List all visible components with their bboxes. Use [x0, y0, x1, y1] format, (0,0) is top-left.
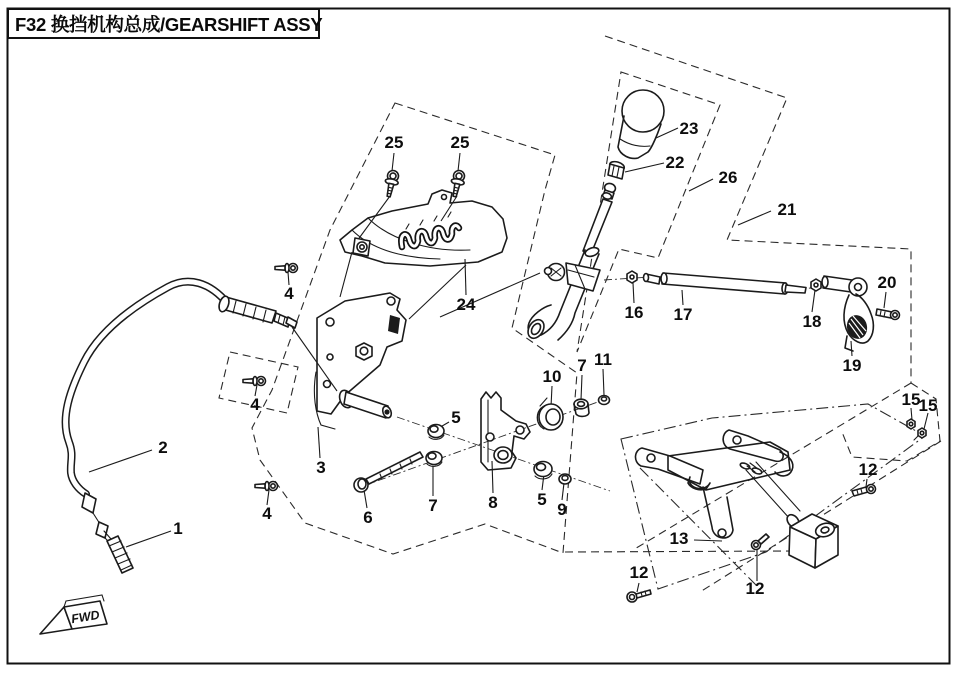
callout-part-15b: 15	[918, 396, 938, 415]
callout-part-10: 10	[542, 367, 562, 386]
callout-part-25a: 25	[384, 133, 404, 152]
part-bolt-12-left	[627, 590, 651, 602]
callout-part-8: 8	[488, 493, 498, 512]
part-gear-indicator-plate	[340, 190, 507, 266]
callout-part-23: 23	[679, 119, 699, 138]
part-bushing-5-right	[534, 462, 552, 479]
part-gearshift-lever	[525, 182, 617, 341]
fwd-label: FWD	[70, 607, 101, 627]
part-screw-4-top	[275, 264, 298, 273]
figure-title: F32 换挡机构总成/GEARSHIFT ASSY	[15, 13, 323, 35]
part-nut-15-left	[907, 419, 915, 429]
callout-part-20: 20	[877, 273, 897, 292]
part-bushing-7-right	[574, 399, 589, 416]
callout-part-3: 3	[316, 458, 326, 477]
part-bolt-12-center	[752, 534, 770, 550]
part-nut-11	[599, 396, 610, 405]
part-mounting-bracket-13	[635, 430, 792, 538]
callout-part-2: 2	[158, 438, 168, 457]
part-return-spring-10	[537, 398, 563, 430]
callout-part-5a: 5	[451, 408, 461, 427]
part-pivot-plate-8	[481, 392, 530, 470]
callout-part-26: 26	[718, 168, 738, 187]
part-bushing-5-left	[428, 425, 444, 440]
fwd-direction-marker	[40, 595, 107, 634]
callout-part-22: 22	[665, 153, 685, 172]
part-gearshift-bracket	[314, 293, 406, 429]
part-shift-knob	[618, 90, 664, 158]
callout-part-1: 1	[173, 519, 183, 538]
part-screw-25-right	[448, 169, 466, 198]
part-shift-rod	[644, 273, 807, 294]
part-nut-18	[811, 279, 821, 291]
callout-part-11: 11	[594, 350, 612, 369]
part-bolt-6	[354, 452, 423, 492]
callout-part-4b: 4	[250, 395, 260, 414]
group-outlines	[219, 36, 941, 592]
callout-part-24: 24	[456, 295, 476, 314]
part-shift-arm	[822, 276, 873, 351]
callout-part-12c: 12	[858, 460, 878, 479]
part-knob-nut	[608, 160, 625, 179]
callout-part-7b: 7	[577, 356, 587, 375]
callout-part-15a: 15	[901, 390, 921, 409]
part-nut-15-right	[914, 428, 926, 440]
callout-part-4c: 4	[262, 504, 272, 523]
callout-part-17: 17	[673, 305, 693, 324]
part-nut-16	[627, 271, 637, 283]
callout-part-7a: 7	[428, 496, 438, 515]
figure-title-box	[7, 8, 323, 39]
part-cable-spring	[104, 531, 133, 573]
callout-part-25b: 25	[450, 133, 470, 152]
callout-part-18: 18	[802, 312, 822, 331]
part-screw-25-left	[382, 169, 400, 198]
part-washer-9	[559, 474, 571, 484]
callout-part-12b: 12	[745, 579, 765, 598]
callout-part-21: 21	[777, 200, 797, 219]
part-screw-4-middle	[243, 377, 266, 386]
part-screw-4-bottom	[255, 482, 278, 491]
callout-part-19: 19	[842, 356, 862, 375]
part-bushing-7-left	[426, 452, 442, 467]
callout-part-16: 16	[624, 303, 644, 322]
callout-part-6: 6	[363, 508, 373, 527]
callout-part-12a: 12	[629, 563, 649, 582]
callout-part-9: 9	[557, 500, 567, 519]
callout-part-5b: 5	[537, 490, 547, 509]
callout-part-13: 13	[669, 529, 689, 548]
callout-part-4a: 4	[284, 284, 294, 303]
part-bolt-20	[876, 309, 900, 320]
